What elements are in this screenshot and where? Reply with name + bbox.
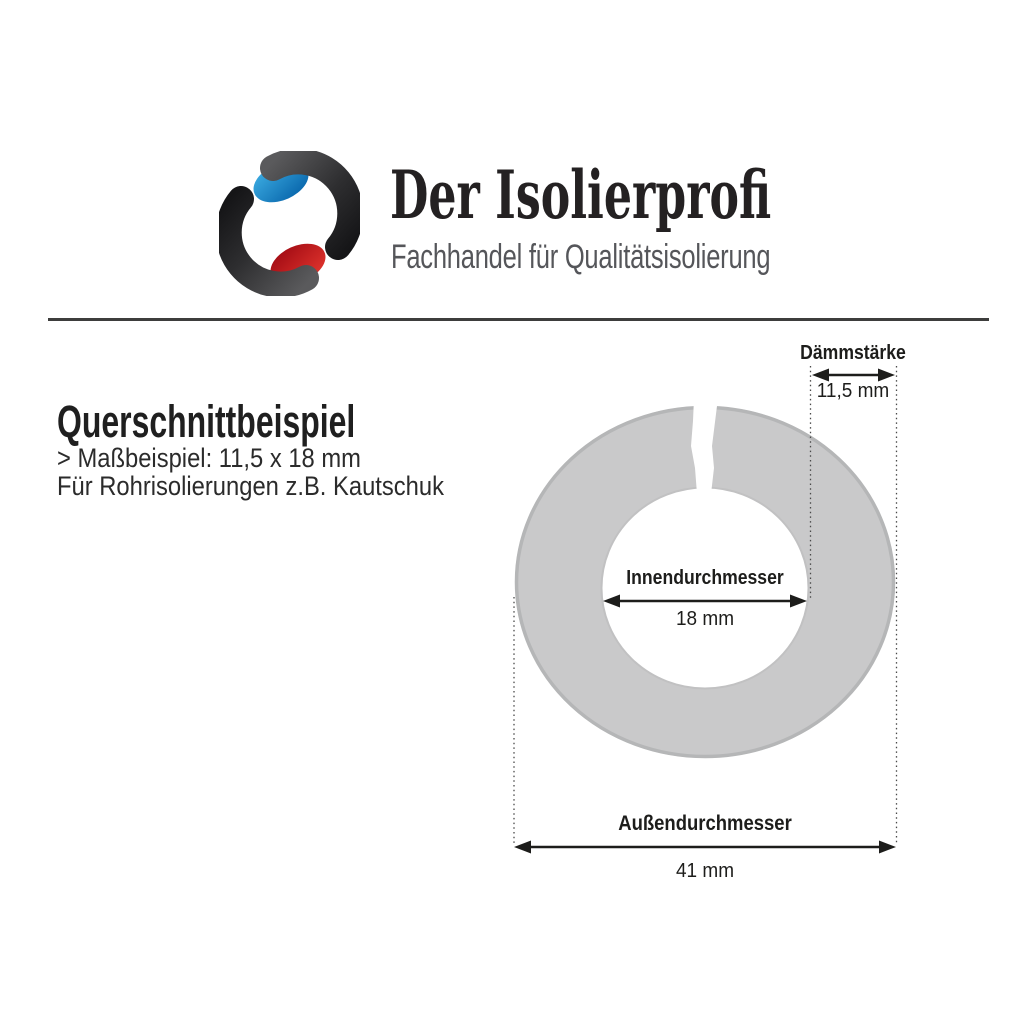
- insulation-thickness-label: Dämmstärke: [800, 342, 906, 364]
- section-heading: Querschnittbeispiel: [57, 396, 356, 447]
- outer-diameter-label: Außendurchmesser: [618, 812, 792, 835]
- brand-tagline: Fachhandel für Qualitätsisolierung: [391, 238, 771, 276]
- usage-line: Für Rohrisolierungen z.B. Kautschuk: [57, 471, 444, 501]
- inner-diameter-value: 18 mm: [675, 608, 735, 630]
- outer-diameter-arrow: [514, 841, 896, 854]
- inner-diameter-arrow: [603, 595, 807, 608]
- brand-name: Der Isolierprofi: [390, 156, 772, 234]
- measure-example-line: > Maßbeispiel: 11,5 x 18 mm: [57, 443, 361, 473]
- outer-diameter-value: 41 mm: [675, 860, 735, 882]
- insulation-thickness-value: 11,5 mm: [816, 380, 890, 402]
- inner-diameter-label: Innendurchmesser: [626, 567, 784, 589]
